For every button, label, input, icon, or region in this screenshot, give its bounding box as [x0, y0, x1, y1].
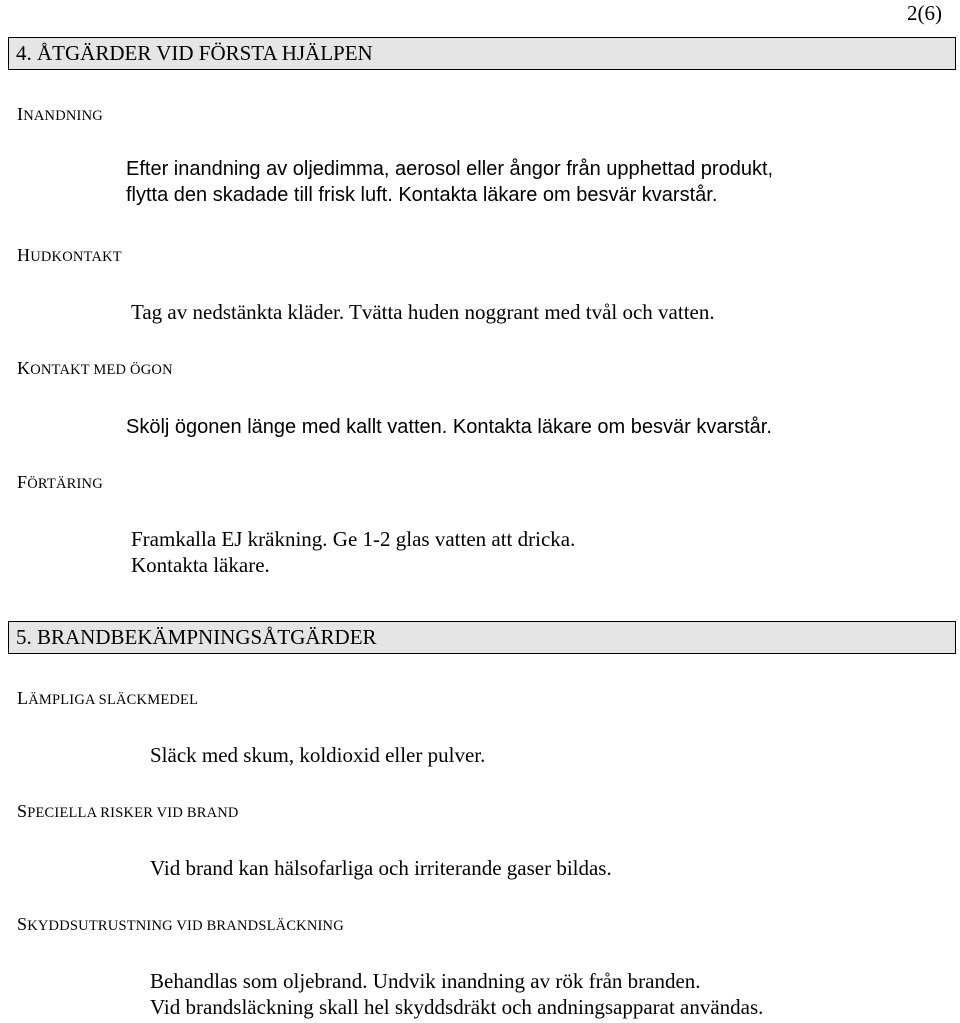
subheading-slackmedel	[17, 688, 198, 709]
kontakt-ogon-text: Skölj ögonen länge med kallt vatten. Kontakta läkare om besvär kvarstår.	[126, 416, 772, 438]
subheading-risker-rest: PECIELLA RISKER VID BRAND	[27, 805, 239, 821]
fortaring-text-line-1: Framkalla EJ kräkning. Ge 1-2 glas vatten att dricka.	[131, 527, 576, 551]
subheading-kontakt-ogon	[17, 358, 173, 379]
fortaring-text	[131, 526, 575, 578]
subheading-risker	[17, 801, 239, 822]
section-5-header: 5. BRANDBEKÄMPNINGSÅTGÄRDER	[8, 621, 956, 654]
section-4-header: 4. ÅTGÄRDER VID FÖRSTA HJÄLPEN	[8, 37, 956, 70]
skyddsutrustning-text	[150, 968, 763, 1020]
subheading-inandning-rest: NANDNING	[23, 108, 103, 124]
hudkontakt-text: Tag av nedstänkta kläder. Tvätta huden noggrant med tvål och vatten.	[131, 300, 715, 324]
subheading-slackmedel-initial: L	[17, 688, 29, 708]
subheading-kontakt-ogon-rest: ONTAKT MED ÖGON	[30, 362, 173, 378]
subheading-kontakt-ogon-initial: K	[17, 358, 31, 378]
inandning-text-line-2: flytta den skadade till frisk luft. Kontakta läkare om besvär kvarstår.	[126, 184, 718, 206]
subheading-skyddsutrustning-rest: KYDDSUTRUSTNING VID BRANDSLÄCKNING	[27, 918, 344, 934]
fortaring-text-line-2: Kontakta läkare.	[131, 553, 270, 577]
subheading-slackmedel-rest: ÄMPLIGA SLÄCKMEDEL	[28, 692, 199, 708]
inandning-text-line-1: Efter inandning av oljedimma, aerosol eller ångor från upphettad produkt,	[126, 158, 774, 180]
subheading-fortaring-initial: F	[17, 472, 28, 492]
subheading-inandning-initial: I	[17, 104, 24, 124]
subheading-hudkontakt-rest: UDKONTAKT	[30, 249, 122, 265]
subheading-skyddsutrustning	[17, 914, 344, 935]
subheading-inandning	[17, 104, 103, 125]
risker-text: Vid brand kan hälsofarliga och irriterande gaser bildas.	[150, 856, 612, 880]
subheading-fortaring-rest: ÖRTÄRING	[27, 476, 103, 492]
subheading-skyddsutrustning-initial: S	[17, 914, 28, 934]
subheading-risker-initial: S	[17, 801, 28, 821]
subheading-hudkontakt	[17, 245, 122, 266]
page-number: 2(6)	[907, 1, 942, 25]
subheading-fortaring	[17, 472, 103, 493]
slackmedel-text: Släck med skum, koldioxid eller pulver.	[150, 743, 486, 767]
skyddsutrustning-text-line-1: Behandlas som oljebrand. Undvik inandning av rök från branden.	[150, 969, 701, 993]
skyddsutrustning-text-line-2: Vid brandsläckning skall hel skyddsdräkt och andningsapparat användas.	[150, 995, 764, 1019]
subheading-hudkontakt-initial: H	[17, 245, 31, 265]
inandning-text	[126, 156, 773, 208]
